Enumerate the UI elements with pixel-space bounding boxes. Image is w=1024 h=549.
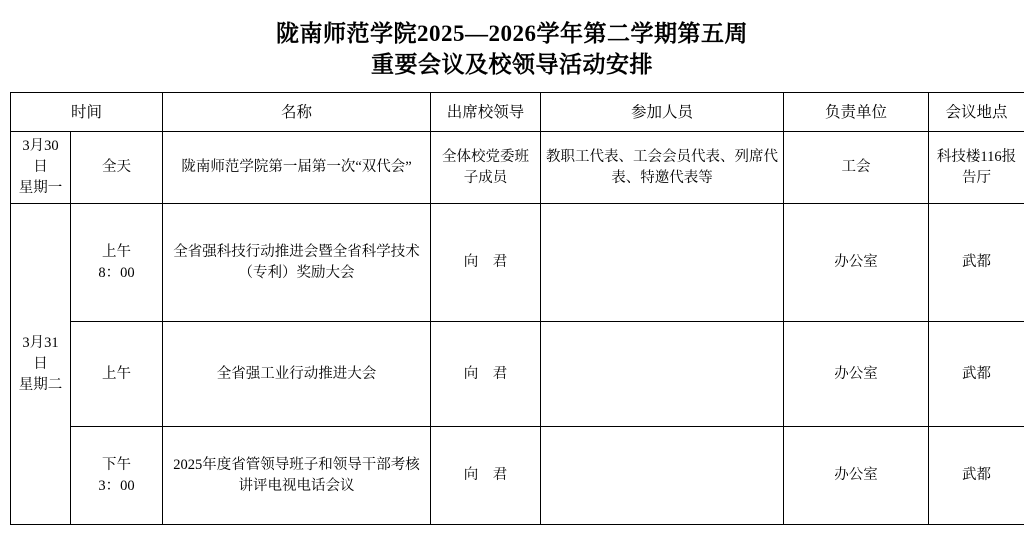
table-row (11, 322, 1024, 427)
cell-unit: 办公室 (784, 427, 929, 525)
cell-name: 全省强科技行动推进会暨全省科学技术（专利）奖励大会 (163, 204, 431, 322)
cell-leader: 向 君 (431, 427, 541, 525)
cell-place: 武都 (929, 204, 1024, 322)
page-title-line-2: 重要会议及校领导活动安排 (371, 52, 653, 77)
table-row (11, 132, 1024, 204)
column-header-place: 会议地点 (929, 93, 1024, 132)
cell-participants: 教职工代表、工会会员代表、列席代表、特邀代表等 (541, 132, 784, 204)
cell-date: 3月30日 星期一 (11, 132, 71, 204)
cell-time: 上午 (71, 322, 163, 427)
cell-place: 武都 (929, 322, 1024, 427)
page-title (10, 0, 1014, 92)
column-header-leader: 出席校领导 (431, 93, 541, 132)
cell-unit: 办公室 (784, 204, 929, 322)
cell-date: 3月31日 星期二 (11, 204, 71, 525)
cell-participants (541, 322, 784, 427)
cell-leader: 向 君 (431, 322, 541, 427)
cell-name: 2025年度省管领导班子和领导干部考核讲评电视电话会议 (163, 427, 431, 525)
table-row (11, 204, 1024, 322)
cell-unit: 办公室 (784, 322, 929, 427)
cell-name: 陇南师范学院第一届第一次“双代会” (163, 132, 431, 204)
cell-time: 上午 8：00 (71, 204, 163, 322)
cell-time: 全天 (71, 132, 163, 204)
column-header-time: 时间 (11, 93, 163, 132)
cell-time: 下午 3：00 (71, 427, 163, 525)
table-row (11, 427, 1024, 525)
cell-leader: 向 君 (431, 204, 541, 322)
page-title-line-1: 陇南师范学院2025—2026学年第二学期第五周 (276, 21, 748, 46)
column-header-name: 名称 (163, 93, 431, 132)
table-header-row (11, 93, 1024, 132)
cell-place: 武都 (929, 427, 1024, 525)
cell-place: 科技楼116报告厅 (929, 132, 1024, 204)
cell-participants (541, 204, 784, 322)
column-header-participants: 参加人员 (541, 93, 784, 132)
schedule-table (10, 92, 1024, 525)
cell-unit: 工会 (784, 132, 929, 204)
cell-name: 全省强工业行动推进大会 (163, 322, 431, 427)
cell-participants (541, 427, 784, 525)
column-header-unit: 负责单位 (784, 93, 929, 132)
cell-leader: 全体校党委班子成员 (431, 132, 541, 204)
